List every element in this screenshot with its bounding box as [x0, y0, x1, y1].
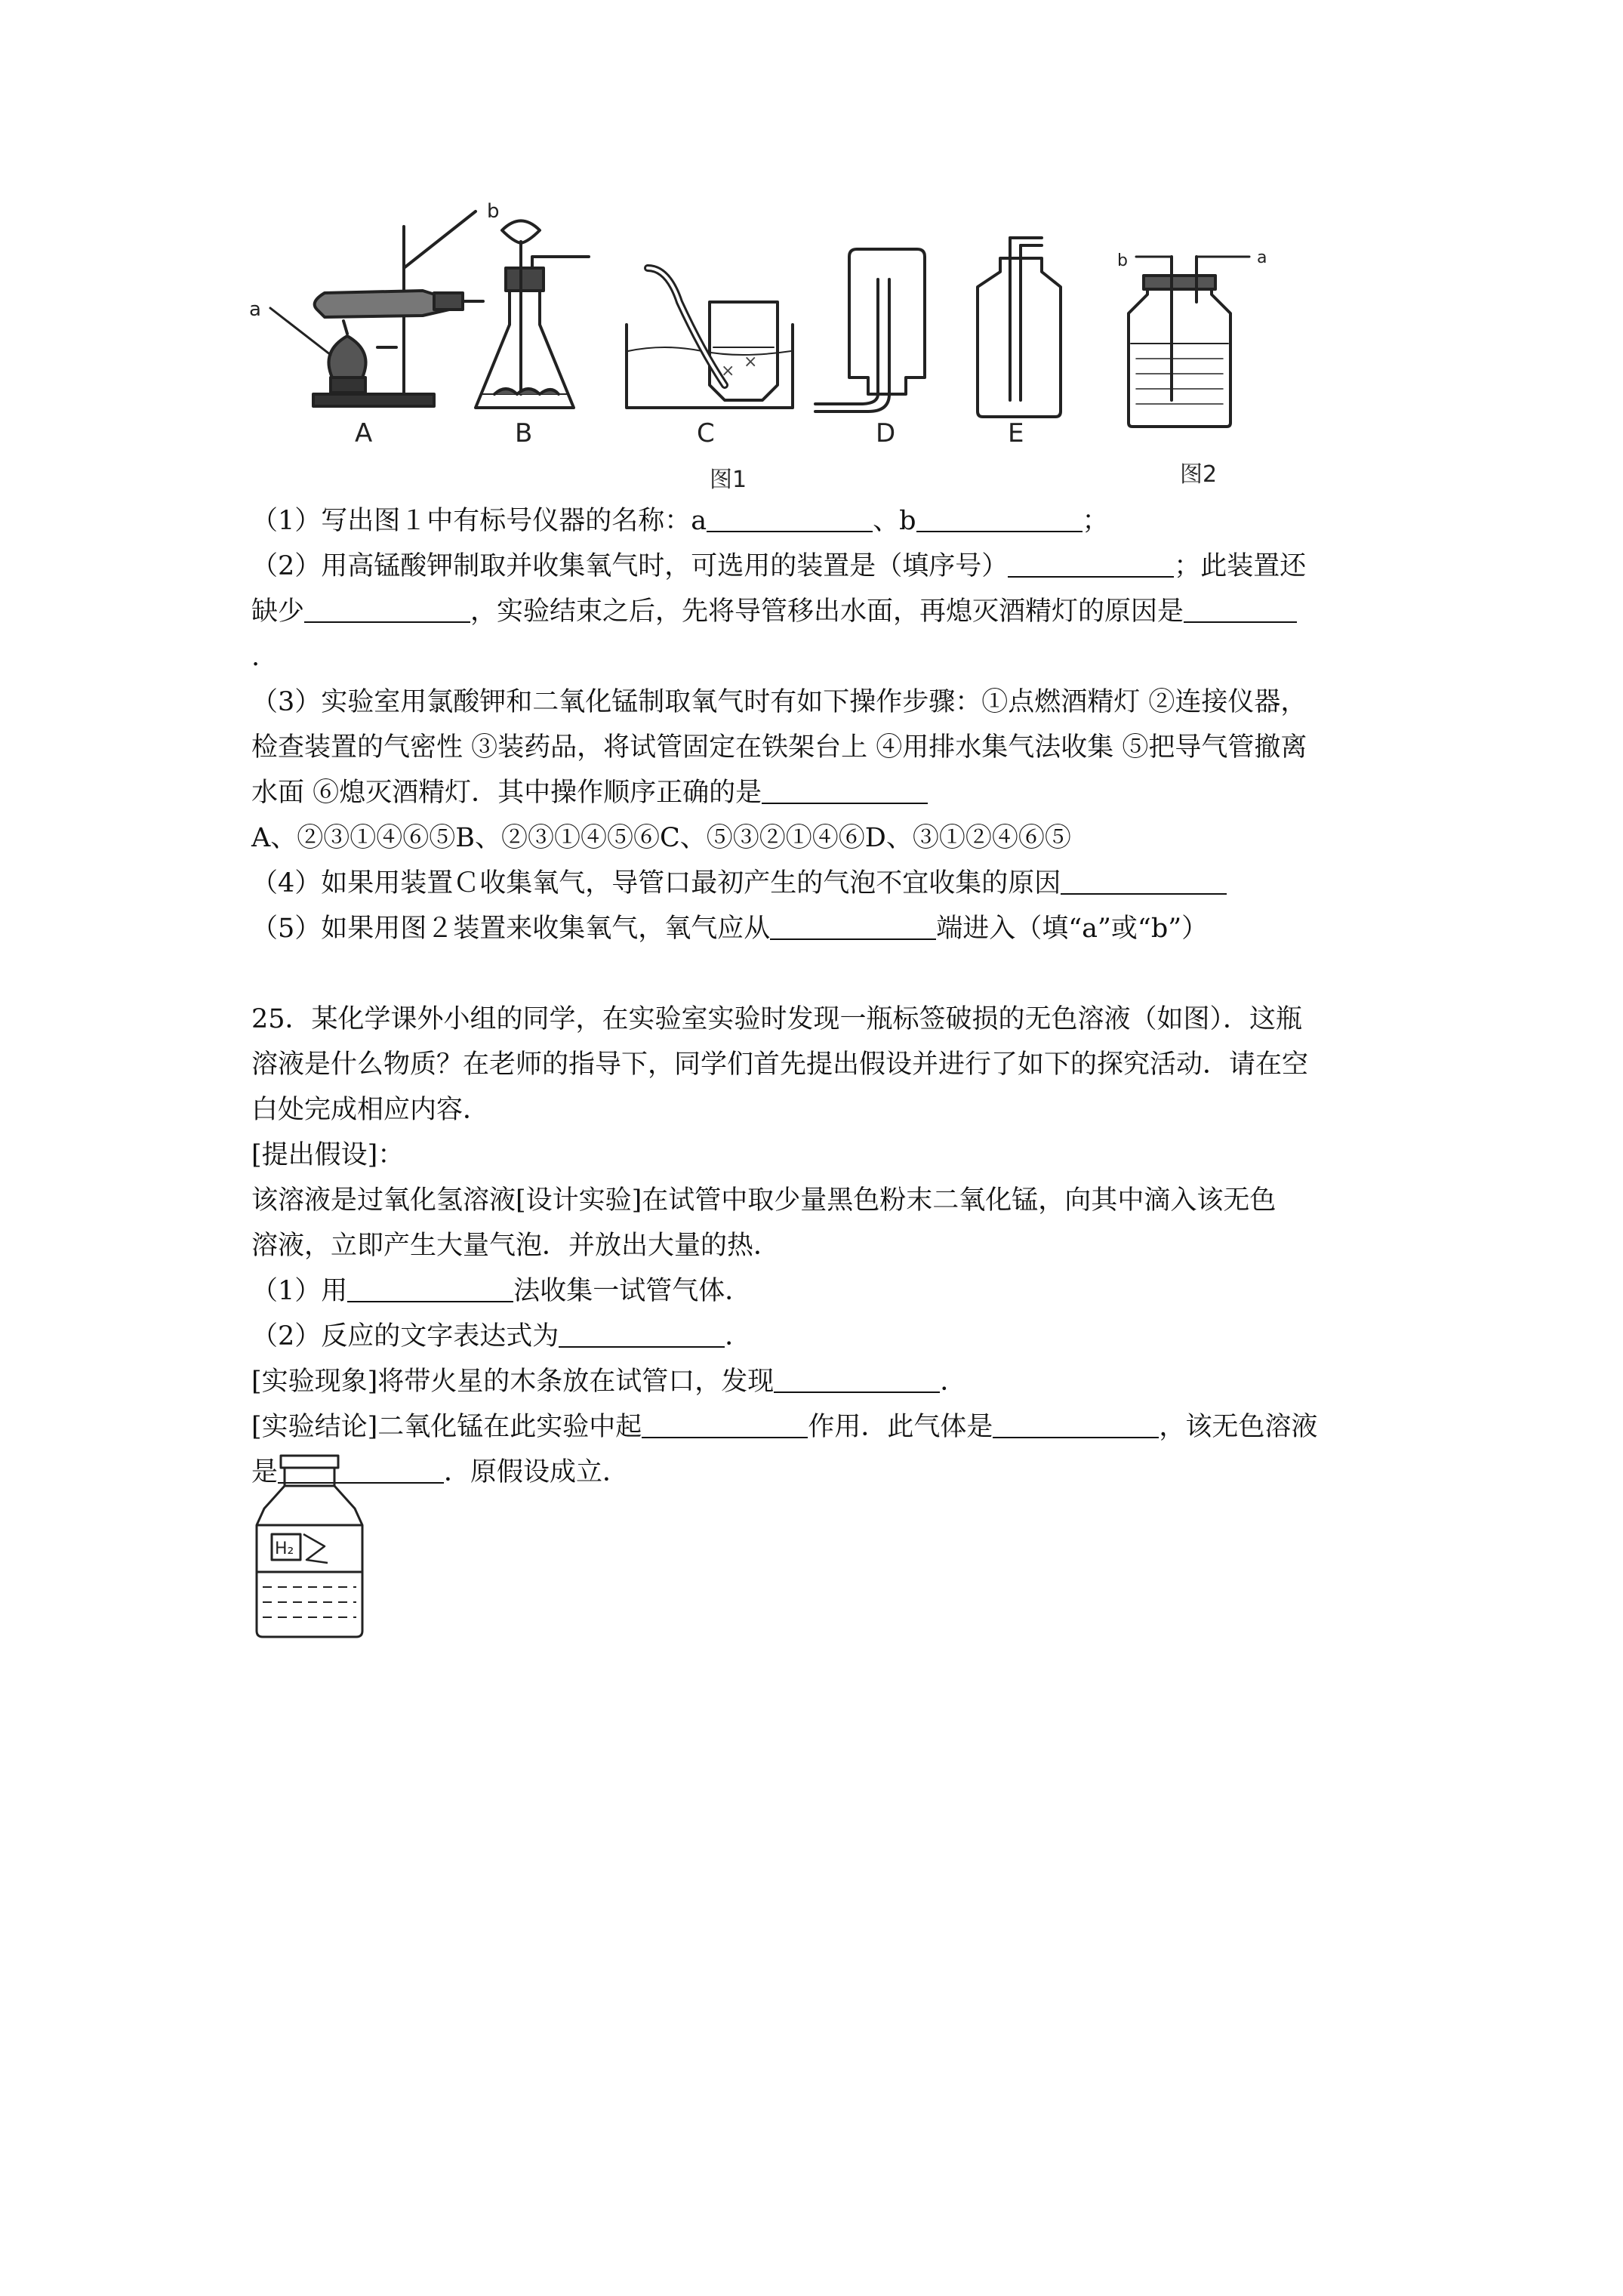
q24-options: A、②③①④⑥⑤B、②③①④⑤⑥C、⑤③②①④⑥D、③①②④⑥⑤ [251, 823, 1071, 853]
bottle-label-text: H₂ [275, 1539, 294, 1558]
q25-step1: （1）用 法收集一试管气体． [251, 1268, 1391, 1314]
answer-blank[interactable] [1061, 864, 1227, 895]
q25-hypothesis-title: [提出假设]： [251, 1140, 405, 1170]
answer-blank[interactable] [993, 1408, 1159, 1438]
q24-part3-line1: （3）实验室用氯酸钾和二氧化锰制取氧气时有如下操作步骤：①点燃酒精灯 ②连接仪器， [251, 687, 1307, 717]
label-a: a [249, 298, 261, 321]
answer-blank[interactable] [762, 774, 928, 804]
fig2-label-a: a [1257, 248, 1267, 267]
q25-design-2: 溶液，立即产生大量气泡．并放出大量的热． [251, 1231, 781, 1261]
q25-intro-3: 白处完成相应内容． [251, 1095, 490, 1125]
figure2-caption: 图2 [1180, 461, 1218, 488]
reagent-bottle-figure [249, 1450, 370, 1649]
q24-part4: （4）如果用装置Ｃ收集氧气，导管口最初产生的气泡不宜收集的原因 [251, 861, 1391, 906]
label-E: E [1008, 418, 1024, 448]
label-D: D [876, 418, 896, 448]
label-b: b [487, 200, 500, 223]
answer-blank[interactable] [347, 1272, 513, 1302]
answer-blank[interactable] [559, 1318, 725, 1348]
q25-conclusion-1: [实验结论]二氧化锰在此实验中起 作用．此气体是 ，该无色溶液 [251, 1404, 1391, 1450]
figure2-bottle [1117, 248, 1267, 488]
q24-part2-line2: 缺少 ，实验结束之后，先将导管移出水面，再熄灭酒精灯的原因是 [251, 589, 1391, 634]
q25-phenomenon: [实验现象]将带火星的木条放在试管口，发现 ． [251, 1359, 1391, 1404]
q25-intro-1: 25．某化学课外小组的同学，在实验室实验时发现一瓶标签破损的无色溶液（如图）．这瓶 [251, 1004, 1303, 1034]
q25-conclusion-2: 是 ．原假设成立． [251, 1450, 1391, 1495]
answer-blank[interactable] [916, 502, 1083, 532]
apparatus-d [815, 249, 925, 448]
q24-part5: （5）如果用图２装置来收集氧气，氧气应从 端进入（填“a”或“b”） [251, 906, 1391, 951]
answer-blank[interactable] [1184, 593, 1297, 623]
answer-blank[interactable] [642, 1408, 808, 1438]
q25-step2: （2）反应的文字表达式为 ． [251, 1314, 1391, 1359]
answer-blank[interactable] [1008, 547, 1174, 578]
apparatus-a [249, 200, 500, 448]
answer-blank[interactable] [774, 1363, 940, 1393]
apparatus-b [476, 221, 589, 449]
figure-row [242, 196, 1306, 513]
answer-blank[interactable] [707, 502, 873, 532]
apparatus-e [978, 238, 1061, 448]
q24-part3-line3: 水面 ⑥熄灭酒精灯．其中操作顺序正确的是 [251, 770, 1391, 815]
apparatus-diagram [242, 196, 1306, 513]
question-text [251, 498, 1391, 1495]
svg-text:×: × [744, 353, 758, 371]
apparatus-c [627, 268, 793, 448]
q24-part2-line1: （2）用高锰酸钾制取并收集氧气时，可选用的装置是（填序号） ；此装置还 [251, 544, 1391, 589]
answer-blank[interactable] [770, 910, 936, 940]
label-C: C [697, 418, 715, 448]
svg-text:×: × [721, 362, 735, 381]
q24-part2-line3: . [251, 642, 260, 672]
q25-intro-2: 溶液是什么物质？在老师的指导下，同学们首先提出假设并进行了如下的探究活动．请在空 [251, 1049, 1309, 1080]
label-B: B [515, 418, 533, 448]
q24-part3-line2: 检查装置的气密性 ③装药品，将试管固定在铁架台上 ④用排水集气法收集 ⑤把导气管撤离 [251, 732, 1307, 763]
q24-part1: （1）写出图１中有标号仪器的名称：a 、b ； [251, 498, 1391, 544]
fig2-label-b: b [1117, 251, 1128, 270]
q25-design-1: 该溶液是过氧化氢溶液[设计实验]在试管中取少量黑色粉末二氧化锰，向其中滴入该无色 [251, 1185, 1277, 1216]
label-A: A [355, 418, 373, 448]
figure1-caption: 图1 [710, 467, 747, 493]
reagent-bottle-icon [249, 1450, 370, 1646]
answer-blank[interactable] [304, 593, 470, 623]
